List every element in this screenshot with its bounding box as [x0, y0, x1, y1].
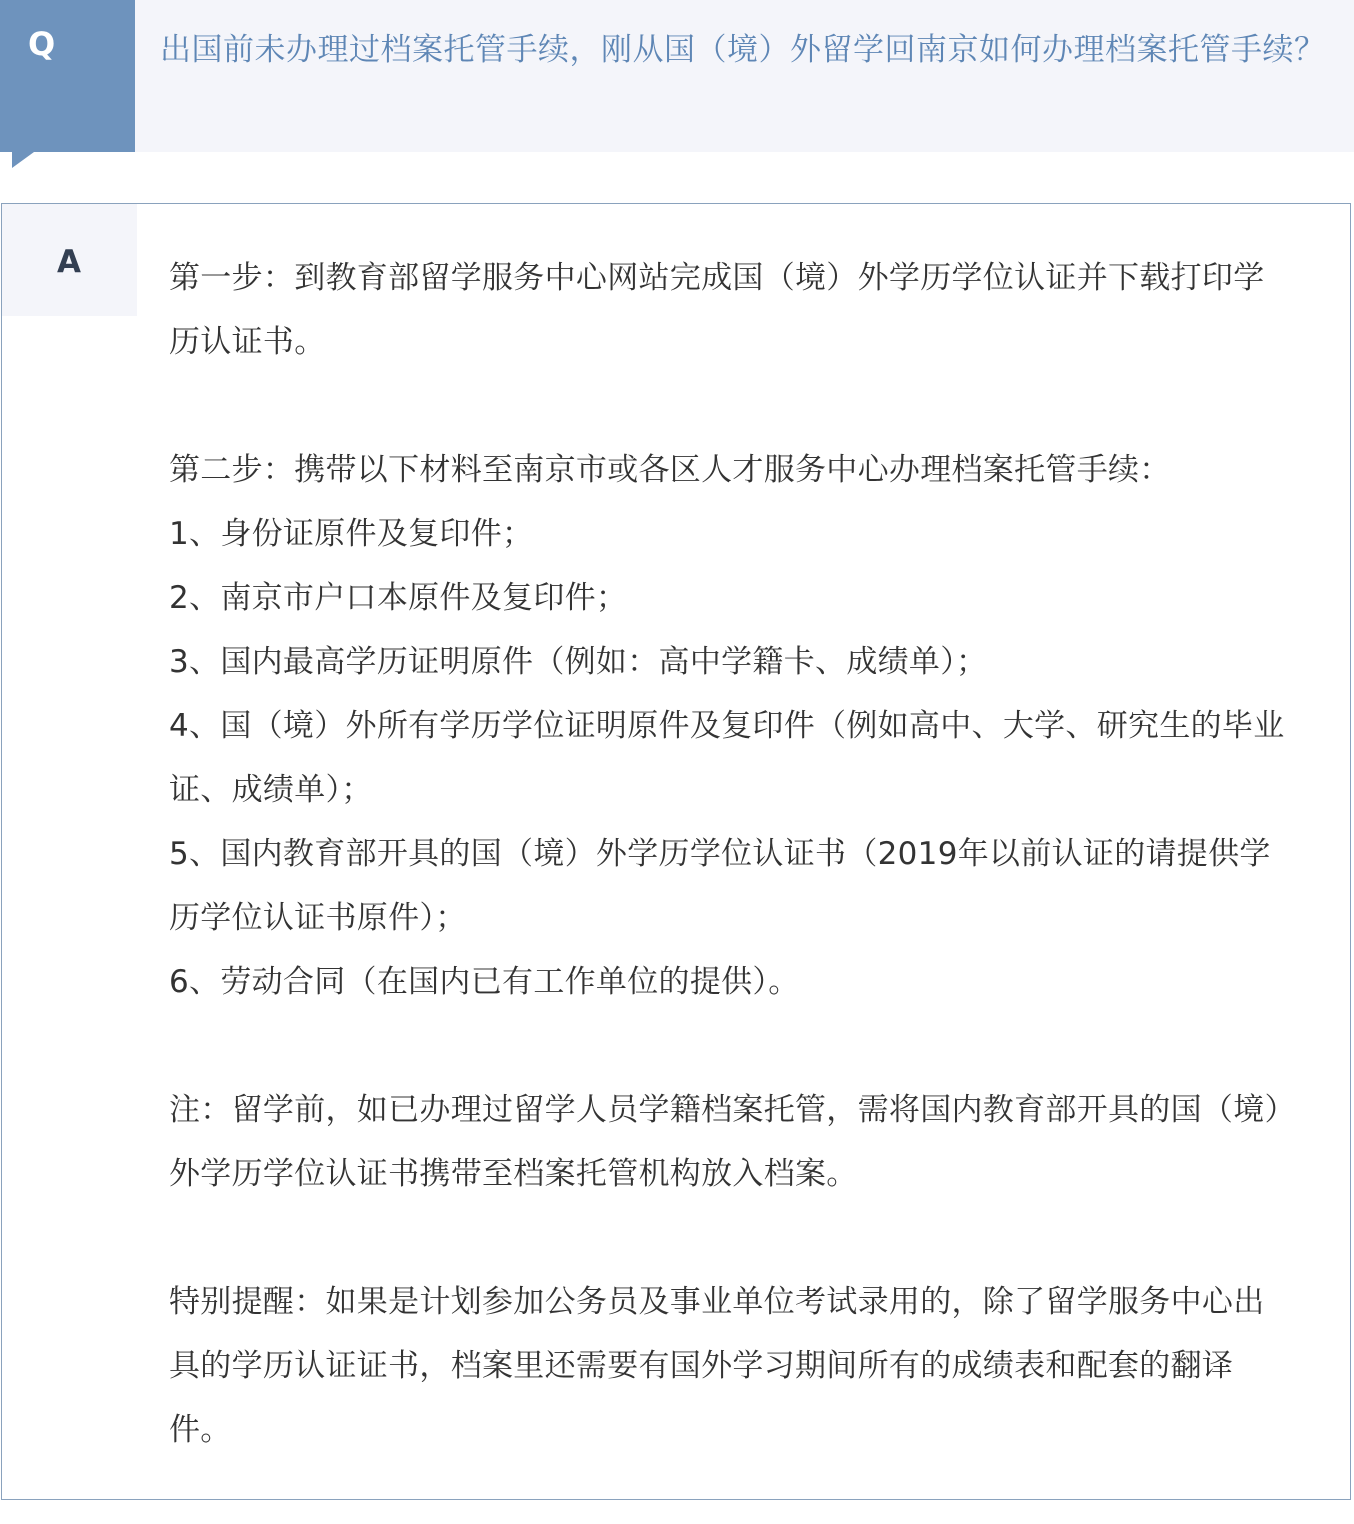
answer-special-reminder: 特别提醒：如果是计划参加公务员及事业单位考试录用的，除了留学服务中心出具的学历认证证书，档案里还需要有国外学习期间所有的成绩表和配套的翻译件。: [169, 1284, 1265, 1448]
question-badge-pointer: [12, 152, 34, 168]
material-item-1: 1、身份证原件及复印件；: [169, 516, 534, 552]
question-block: [0, 0, 1354, 152]
material-item-3: 3、国内最高学历证明原件（例如：高中学籍卡、成绩单）；: [169, 644, 988, 680]
answer-badge: [2, 204, 137, 316]
paragraph-gap: [169, 374, 1294, 438]
paragraph-gap: [169, 1014, 1294, 1078]
answer-block: [1, 203, 1351, 1500]
answer-body: [169, 246, 1294, 1462]
question-badge: [0, 0, 135, 152]
material-item-6: 6、劳动合同（在国内已有工作单位的提供）。: [169, 964, 800, 1000]
answer-note: 注：留学前，如已办理过留学人员学籍档案托管，需将国内教育部开具的国（境）外学历学位认证书携带至档案托管机构放入档案。: [169, 1092, 1281, 1192]
answer-badge-letter: A: [57, 244, 81, 280]
question-badge-letter: Q: [28, 25, 56, 63]
material-item-4: 4、国（境）外所有学历学位证明原件及复印件（例如高中、大学、研究生的毕业证、成绩单）；: [169, 708, 1285, 808]
paragraph-gap: [169, 1206, 1294, 1270]
answer-step-2-intro: 第二步：携带以下材料至南京市或各区人才服务中心办理档案托管手续：: [169, 452, 1171, 488]
answer-step-1: 第一步：到教育部留学服务中心网站完成国（境）外学历学位认证并下载打印学历认证书。: [169, 260, 1265, 360]
question-text: 出国前未办理过档案托管手续，刚从国（境）外留学回南京如何办理档案托管手续？: [160, 32, 1326, 68]
material-item-5: 5、国内教育部开具的国（境）外学历学位认证书（2019年以前认证的请提供学历学位认证书原件）；: [169, 836, 1271, 936]
material-item-2: 2、南京市户口本原件及复印件；: [169, 580, 628, 616]
